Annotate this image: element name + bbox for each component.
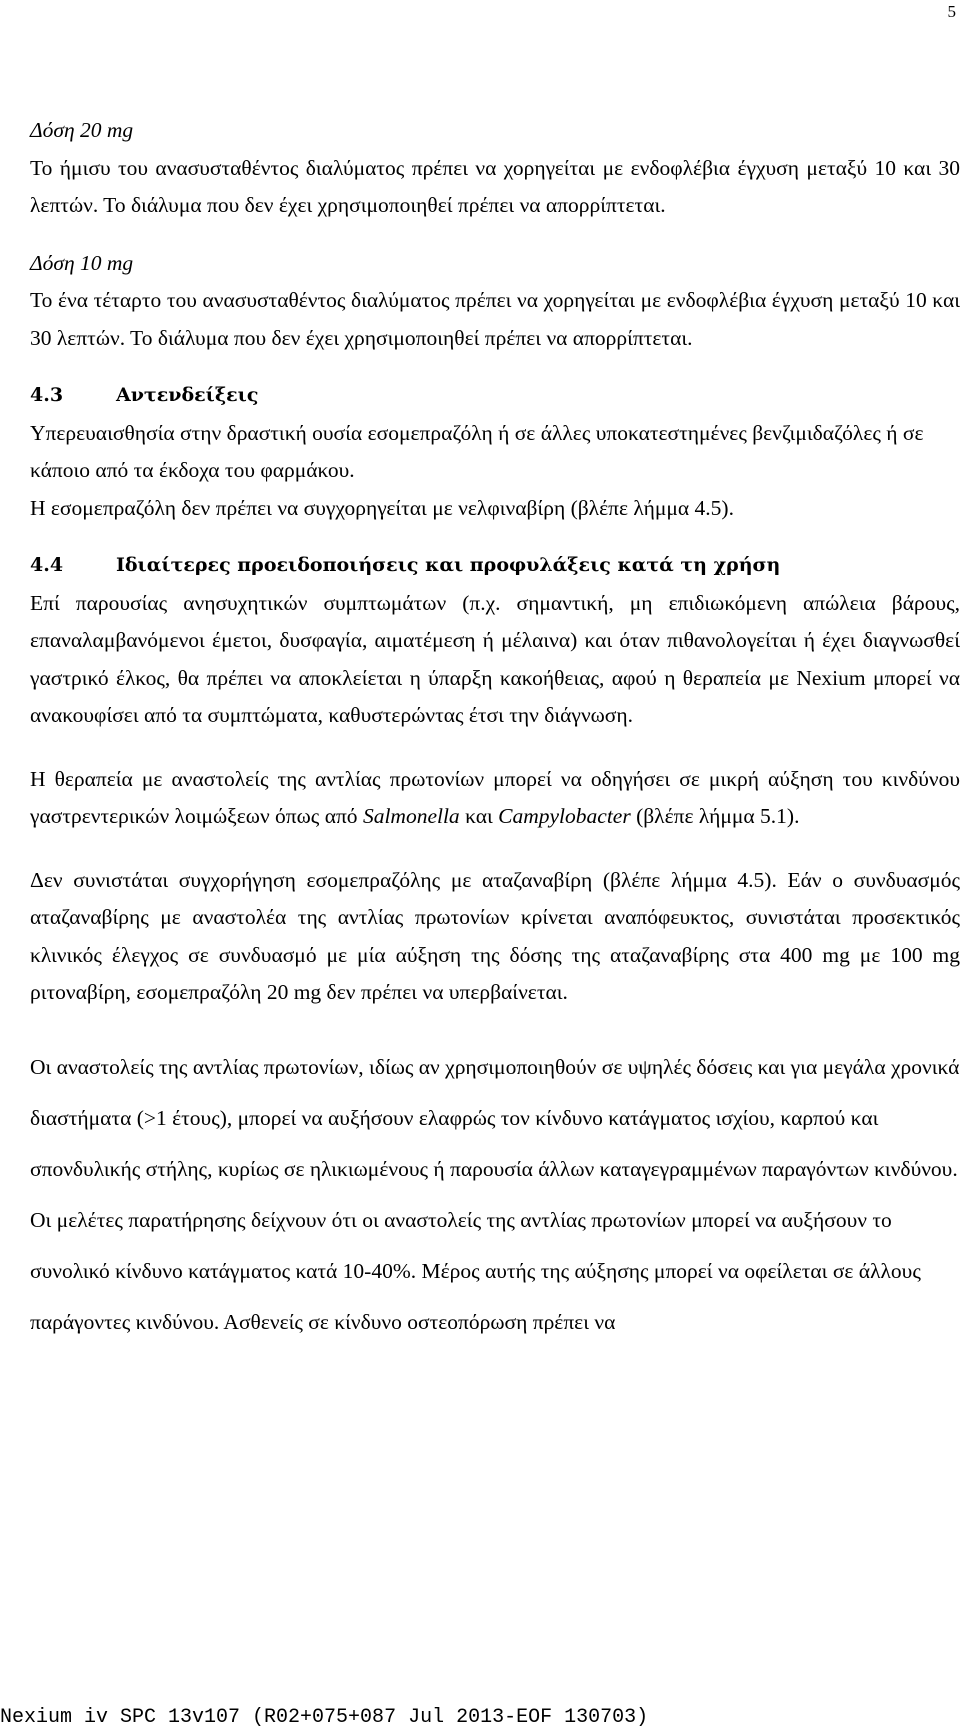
section-4-3-line2: Η εσομεπραζόλη δεν πρέπει να συγχορηγείται με νελφιναβίρη (βλέπε λήμμα 4.5). (30, 495, 734, 520)
section-4-3-line1: Υπερευαισθησία στην δραστική ουσία εσομεπραζόλη ή σε άλλες υποκατεστημένες βενζιμιδαζόλες ή σε κάποιο από τα έκδοχα του φαρμάκου. (30, 420, 924, 482)
section-4-3-number: 4.3 (30, 384, 64, 406)
page-number: 5 (947, 2, 956, 21)
section-4-4-para1: Επί παρουσίας ανησυχητικών συμπτωμάτων (π.χ. σημαντική, μη επιδιωκόμενη απώλεια βάρους, επαναλαμβανόμενοι έμετοι, δυσφαγία, αιματέμεση ή μέλαινα) και όταν πιθανολογείται ή έχει διαγνωσθεί γαστρικό έλκος, θα πρέπει να αποκλείεται η ύπαρξη κακοήθειας, αφού η θεραπεία με Nexium μπορεί να ανακουφίσει από τα συμπτώματα, καθυστερώντας έτσι την διάγνωση. (30, 590, 960, 727)
section-4-4-title: Ιδιαίτερες προειδοποιήσεις και προφυλάξεις κατά τη χρήση (116, 554, 781, 576)
dose20-text: Το ήμισυ του ανασυσταθέντος διαλύματος πρέπει να χορηγείται με ενδοφλέβια έγχυση μεταξύ 10 και 30 λεπτών. Το διάλυμα που δεν έχει χρησιμοποιηθεί πρέπει να απορρίπτεται. (30, 155, 960, 217)
section-4-4-para3: Δεν συνιστάται συγχορήγηση εσομεπραζόλης με αταζαναβίρη (βλέπε λήμμα 4.5). Εάν ο συνδυασμός αταζαναβίρης με αναστολέα της αντλίας πρωτονίων κρίνεται αναπόφευκτος, συνιστάται προσεκτικός κλινικός έλεγχος σε συνδυασμό με μία αύξηση της δόσης της αταζαναβίρης στα 400 mg με 100 mg ριτοναβίρη, εσομεπραζόλη 20 mg δεν πρέπει να υπερβαίνεται. (30, 867, 960, 1004)
section-4-4-para4: Οι αναστολείς της αντλίας πρωτονίων, ιδίως αν χρησιμοποιηθούν σε υψηλές δόσεις και για μεγάλα χρονικά διαστήματα (>1 έτους), μπορεί να αυξήσουν ελαφρώς τον κίνδυνο κατάγματος ισχίου, καρπού και σπονδυλικής στήλης, κυρίως σε ηλικιωμένους ή παρουσία άλλων καταγεγραμμένων παραγόντων κινδύνου. Οι μελέτες παρατήρησης δείχνουν ότι οι αναστολείς της αντλίας πρωτονίων μπορεί να αυξήσουν το συνολικό κίνδυνο κατάγματος κατά 10-40%. Μέρος αυτής της αύξησης μπορεί να οφείλεται σε άλλους παράγοντες κινδύνου. Ασθενείς σε κίνδυνο οστεοπόρωση πρέπει να (30, 1054, 960, 1334)
document-body (30, 112, 960, 1348)
section-4-4-para2: Η θεραπεία με αναστολείς της αντλίας πρωτονίων μπορεί να οδηγήσει σε μικρή αύξηση του κινδύνου γαστρεντερικών λοιμώξεων όπως από Salmonella και Campylobacter (βλέπε λήμμα 5.1). (30, 766, 960, 828)
dose20-heading: Δόση 20 mg (30, 118, 134, 142)
section-4-4-heading (30, 547, 960, 585)
section-4-3-heading (30, 377, 960, 415)
campylobacter-term: Campylobacter (498, 804, 631, 828)
section-4-4-number: 4.4 (30, 554, 64, 576)
section-4-3-title: Αντενδείξεις (116, 384, 259, 406)
document-footer: Nexium iv SPC 13v107 (R02+075+087 Jul 2013-EOF 130703) (0, 1706, 649, 1729)
dose10-heading: Δόση 10 mg (30, 250, 134, 275)
dose10-text: Το ένα τέταρτο του ανασυσταθέντος διαλύματος πρέπει να χορηγείται με ενδοφλέβια έγχυση μεταξύ 10 και 30 λεπτών. Το διάλυμα που δεν έχει χρησιμοποιηθεί πρέπει να απορρίπτεται. (30, 288, 960, 350)
salmonella-term: Salmonella (362, 804, 460, 828)
